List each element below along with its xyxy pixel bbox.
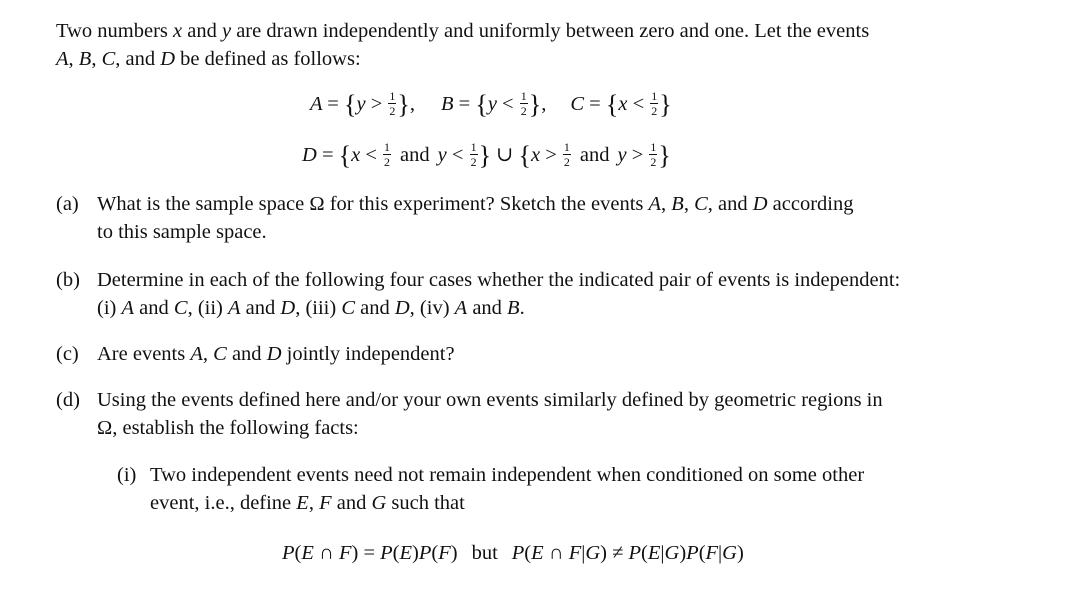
part-d-line-1: Using the events defined here and/or your own events similarly defined by geometric regions in [97,389,883,411]
intro-line-2: A, B, C, and D be defined as follows: [56,48,361,70]
part-d-label: (d) [56,389,80,411]
part-d-i-label: (i) [117,464,137,486]
event-C-def: C = {x < $\frac{1}{2}$ } [570,89,672,120]
part-b-label: (b) [56,269,80,291]
event-definitions-abc [310,89,672,120]
final-equation: P(E ∩ F) = P(E)P(F) but P(E ∩ F|G) ≠ P(E|G)P(F|G) [282,542,744,564]
part-c-line-1: Are events A, C and D jointly independent? [97,343,455,365]
intro-line-1: Two numbers x and y are drawn independently and uniformly between zero and one. Let the events [56,20,870,42]
part-b-line-2: (i) A and C, (ii) A and D, (iii) C and D, (iv) A and B. [97,297,525,319]
part-a-line-1: What is the sample space Ω for this experiment? Sketch the events A, B, C, and D according [97,193,854,215]
part-d-i-line-2: event, i.e., define E, F and G such that [150,492,465,514]
part-c-label: (c) [56,343,79,365]
part-d-i-line-1: Two independent events need not remain independent when conditioned on some other [150,464,865,486]
event-B-def: B = {y < $\frac{1}{2}$ }, [440,89,547,120]
event-A-def: A = {y > $\frac{1}{2}$ }, [310,89,415,120]
part-a-label: (a) [56,193,79,215]
event-D-def: D = {x < $\frac{1}{2}$ and y < $\frac{1}{2}$ } ∪ {x > $\frac{1}{2}$ and y > $\frac{1}{2}$ } [302,140,671,171]
part-b-line-1: Determine in each of the following four cases whether the indicated pair of events is independent: [97,269,901,291]
part-d-line-2: Ω, establish the following facts: [97,417,359,439]
part-a-line-2: to this sample space. [97,221,267,243]
